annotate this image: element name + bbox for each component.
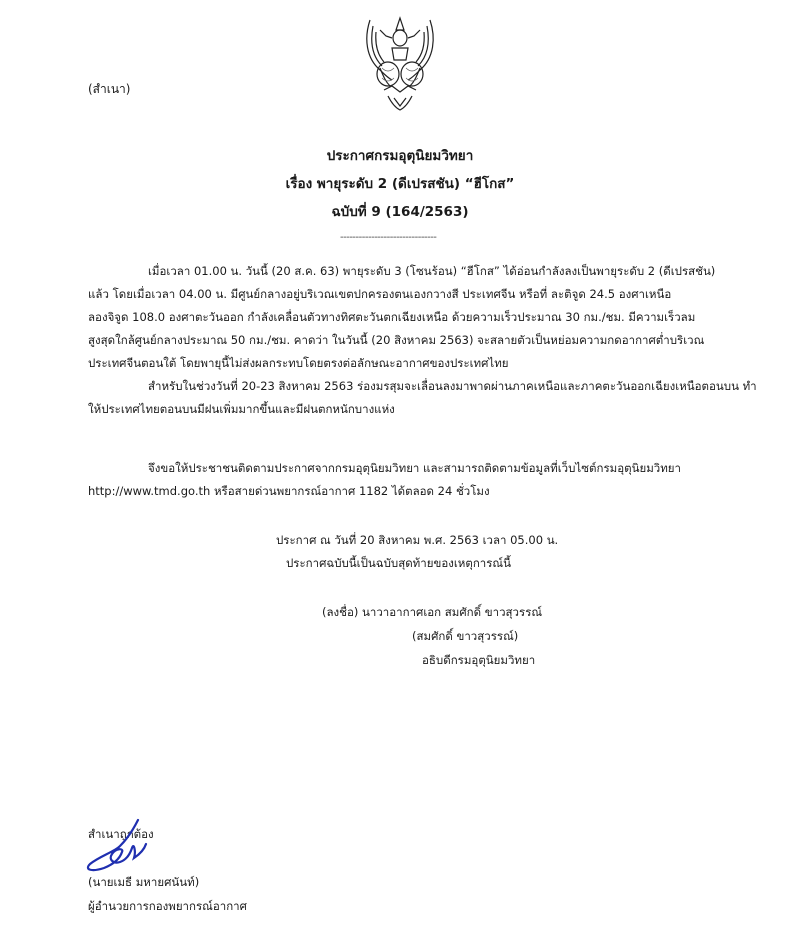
title-separator: ------------------------------- bbox=[340, 232, 437, 243]
document-subject: เรื่อง พายุระดับ 2 (ดีเปรสชัน) “ฮีโกส” bbox=[285, 176, 515, 192]
paragraph-line: แล้ว โดยเมื่อเวลา 04.00 น. มีศูนย์กลางอยู่บริเวณเขตปกครองตนเองกวางสี ประเทศจีน หรือที่ ละติจูด 24.5 องศาเหนือ bbox=[88, 287, 672, 301]
certifier-title: ผู้อำนวยการกองพยากรณ์อากาศ bbox=[88, 899, 247, 913]
certified-copy-label: สำเนาถูกต้อง bbox=[88, 827, 154, 841]
handwritten-signature-icon bbox=[80, 818, 160, 874]
paragraph-line-with-link: http://www.tmd.go.th หรือสายด่วนพยากรณ์อากาศ 1182 ได้ตลอด 24 ชั่วโมง bbox=[88, 484, 490, 498]
signatory-title: อธิบดีกรมอุตุนิยมวิทยา bbox=[422, 653, 536, 667]
paragraph-line: เมื่อเวลา 01.00 น. วันนี้ (20 ส.ค. 63) พายุระดับ 3 (โซนร้อน) “ฮีโกส” ได้อ่อนกำลังลงเป็นพายุระดับ 2 (ดีเปรสชัน) bbox=[148, 264, 716, 278]
garuda-emblem-icon bbox=[340, 8, 460, 113]
announcement-final-note: ประกาศฉบับนี้เป็นฉบับสุดท้ายของเหตุการณ์นี้ bbox=[286, 556, 511, 570]
paragraph-line: ประเทศจีนตอนใต้ โดยพายุนี้ไม่ส่งผลกระทบโดยตรงต่อลักษณะอากาศของประเทศไทย bbox=[88, 356, 509, 370]
signatory-signed-line: (ลงชื่อ) นาวาอากาศเอก สมศักดิ์ ขาวสุวรรณ์ bbox=[322, 605, 543, 619]
paragraph-line: สูงสุดใกล้ศูนย์กลางประมาณ 50 กม./ชม. คาดว่า ในวันนี้ (20 สิงหาคม 2563) จะสลายตัวเป็นหย่อมความกดอากาศต่ำบริเวณ bbox=[88, 333, 705, 347]
signatory-name: (สมศักดิ์ ขาวสุวรรณ์) bbox=[412, 629, 519, 643]
paragraph-line: สำหรับในช่วงวันที่ 20-23 สิงหาคม 2563 ร่องมรสุมจะเลื่อนลงมาพาดผ่านภาคเหนือและภาคตะวันออกเฉียงเหนือตอนบน ทำ bbox=[148, 379, 757, 393]
announcement-date: ประกาศ ณ วันที่ 20 สิงหาคม พ.ศ. 2563 เวลา 05.00 น. bbox=[276, 533, 559, 547]
paragraph-line: ให้ประเทศไทยตอนบนมีฝนเพิ่มมากขึ้นและมีฝนตกหนักบางแห่ง bbox=[88, 402, 395, 416]
certifier-name: (นายเมธี มหายศนันท์) bbox=[88, 875, 200, 889]
document-issue-number: ฉบับที่ 9 (164/2563) bbox=[331, 204, 469, 220]
copy-label: (สำเนา) bbox=[88, 82, 131, 96]
paragraph-line: ลองจิจูด 108.0 องศาตะวันออก กำลังเคลื่อนตัวทางทิศตะวันตกเฉียงเหนือ ด้วยความเร็วประมาณ 30 กม./ชม. มีความเร็วลม bbox=[88, 310, 696, 324]
document-title: ประกาศกรมอุตุนิยมวิทยา bbox=[326, 148, 474, 164]
paragraph-line: จึงขอให้ประชาชนติดตามประกาศจากกรมอุตุนิยมวิทยา และสามารถติดตามข้อมูลที่เว็บไซต์กรมอุตุนิยมวิทยา bbox=[148, 461, 682, 475]
